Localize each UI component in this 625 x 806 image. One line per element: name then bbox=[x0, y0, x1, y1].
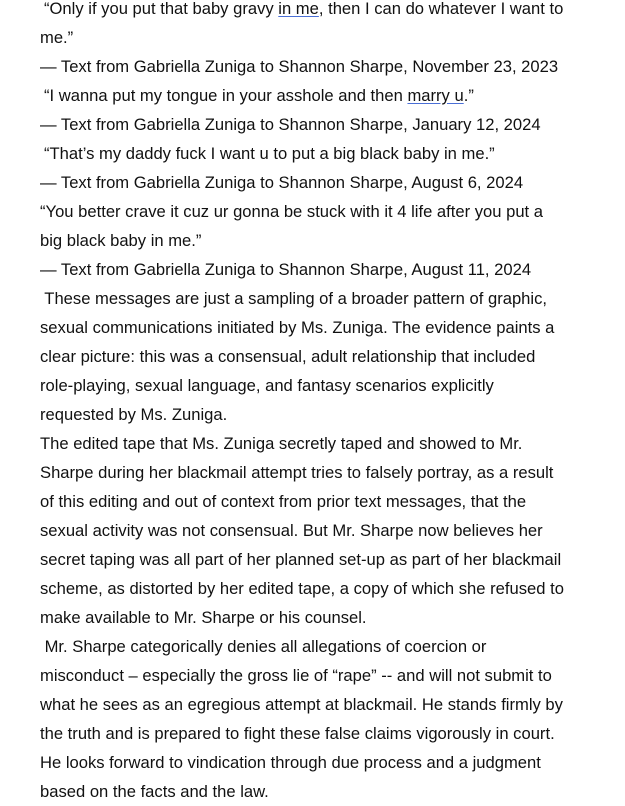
quote-block bbox=[40, 139, 608, 197]
quote-line: “You better crave it cuz ur gonna be stuck with it 4 life after you put a bbox=[40, 202, 544, 221]
paragraph-line: role-playing, sexual language, and fantasy scenarios explicitly bbox=[40, 376, 494, 395]
paragraph-line: Sharpe during her blackmail attempt tries to falsely portray, as a result bbox=[40, 463, 554, 482]
paragraph-line: He looks forward to vindication through due process and a judgment bbox=[40, 753, 541, 772]
paragraph-line: based on the facts and the law. bbox=[40, 782, 269, 801]
paragraph-line: clear picture: this was a consensual, adult relationship that included bbox=[40, 347, 536, 366]
detected-link[interactable]: marry u bbox=[407, 86, 464, 105]
quote-line: big black baby in me.” bbox=[40, 231, 202, 250]
paragraph-line: the truth and is prepared to fight these false claims vigorously in court. bbox=[40, 724, 555, 743]
quote-line: “That’s my daddy fuck I want u to put a big black baby in me.” bbox=[44, 144, 495, 163]
paragraph-line: The edited tape that Ms. Zuniga secretly taped and showed to Mr. bbox=[40, 434, 523, 453]
paragraph-line: make available to Mr. Sharpe or his counsel. bbox=[40, 608, 367, 627]
quote-line: me.” bbox=[40, 28, 74, 47]
paragraph-line: sexual activity was not consensual. But Mr. Sharpe now believes her bbox=[40, 521, 543, 540]
paragraph-line: Mr. Sharpe categorically denies all allegations of coercion or bbox=[40, 637, 487, 656]
quote-attribution: — Text from Gabriella Zuniga to Shannon Sharpe, August 6, 2024 bbox=[40, 173, 524, 192]
paragraph-line: sexual communications initiated by Ms. Zuniga. The evidence paints a bbox=[40, 318, 555, 337]
quote-line: “I wanna put my tongue in your asshole and then marry u.” bbox=[44, 86, 474, 105]
paragraph-line: what he sees as an egregious attempt at blackmail. He stands firmly by bbox=[40, 695, 563, 714]
quote-line: “Only if you put that baby gravy in me, then I can do whatever I want to bbox=[44, 0, 564, 18]
quote-attribution: — Text from Gabriella Zuniga to Shannon Sharpe, January 12, 2024 bbox=[40, 115, 541, 134]
quote-attribution: — Text from Gabriella Zuniga to Shannon Sharpe, August 11, 2024 bbox=[40, 260, 532, 279]
paragraph-line: of this editing and out of context from prior text messages, that the bbox=[40, 492, 527, 511]
quote-attribution: — Text from Gabriella Zuniga to Shannon Sharpe, November 23, 2023 bbox=[40, 57, 559, 76]
quote-block bbox=[40, 197, 608, 284]
paragraph bbox=[40, 429, 608, 632]
paragraph bbox=[40, 632, 608, 806]
paragraph-line: scheme, as distorted by her edited tape, a copy of which she refused to bbox=[40, 579, 564, 598]
paragraph-line: requested by Ms. Zuniga. bbox=[40, 405, 228, 424]
detected-link[interactable]: in me bbox=[278, 0, 319, 18]
quote-block bbox=[40, 0, 608, 81]
quote-block bbox=[40, 81, 608, 139]
paragraph bbox=[40, 284, 608, 429]
paragraph-line: misconduct – especially the gross lie of “rape” -- and will not submit to bbox=[40, 666, 552, 685]
document-body bbox=[40, 0, 608, 806]
paragraph-line: secret taping was all part of her planned set-up as part of her blackmail bbox=[40, 550, 562, 569]
paragraph-line: These messages are just a sampling of a broader pattern of graphic, bbox=[40, 289, 548, 308]
